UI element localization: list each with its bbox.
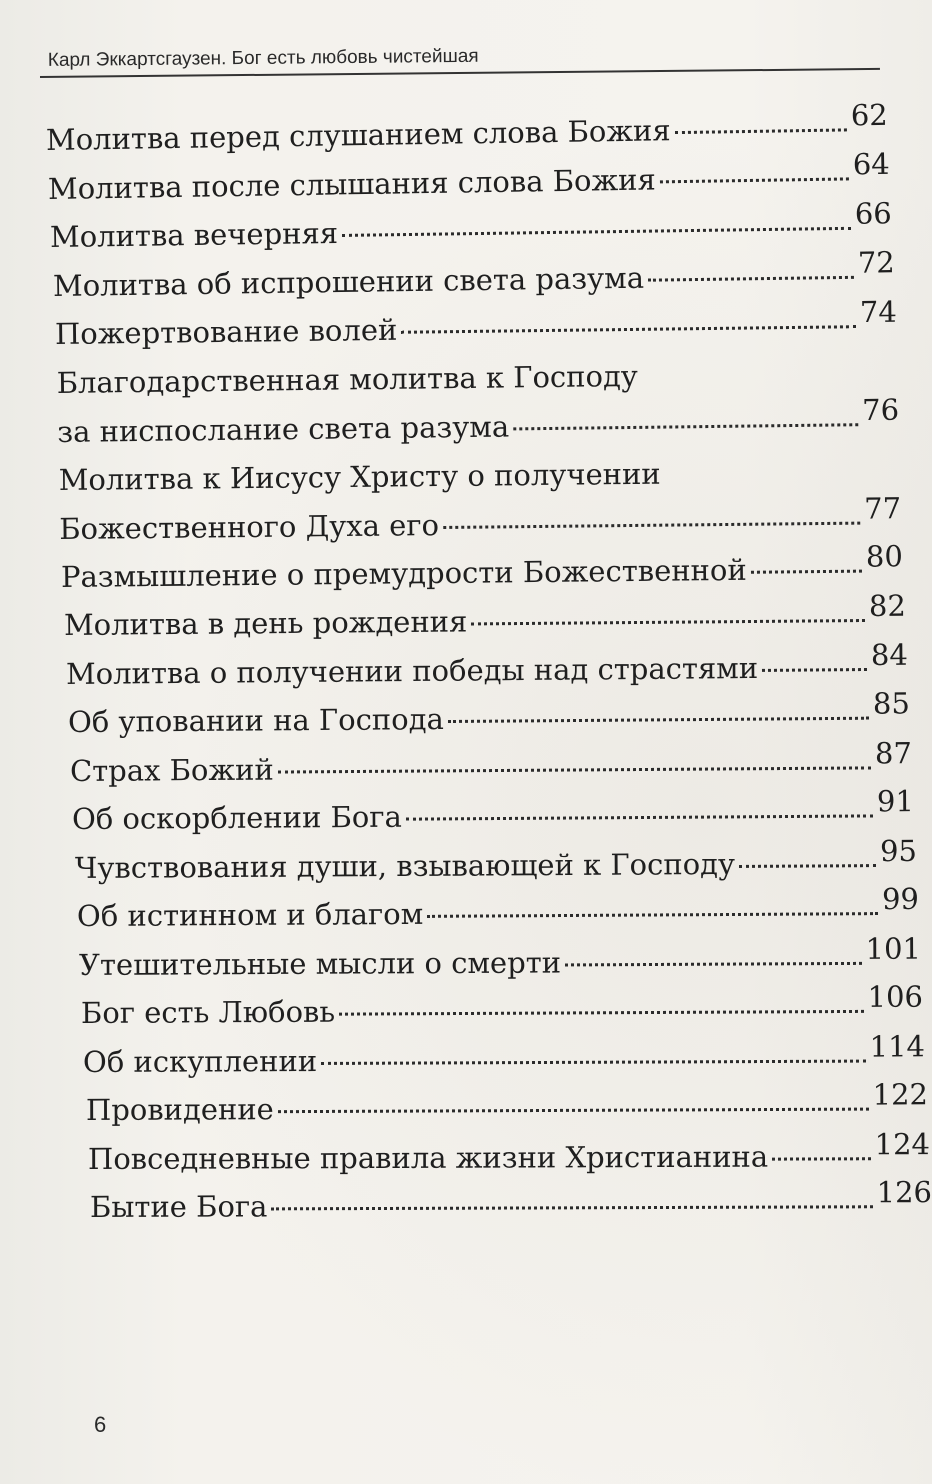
toc-entry <box>89 1175 932 1231</box>
toc-page-number: 77 <box>864 490 902 525</box>
toc-page-number: 80 <box>866 538 904 574</box>
toc-page-number: 72 <box>857 244 895 280</box>
toc-line <box>61 538 904 601</box>
dot-leader <box>448 716 869 723</box>
dot-leader <box>322 1058 867 1064</box>
dot-leader <box>278 765 871 773</box>
running-header-title: Карл Эккартсгаузен. Бог есть любовь чистейшая <box>47 45 479 71</box>
toc-entry-title: Утешительные мысли о смерти <box>78 944 562 982</box>
toc-entry-title: Пожертвование волей <box>54 312 398 351</box>
toc-line <box>89 1175 932 1231</box>
toc-entry-title: Молитва об испрошении света разума <box>52 260 644 303</box>
toc-entry-title: Молитва перед слушанием слова Божия <box>45 113 671 157</box>
dot-leader <box>739 863 876 868</box>
toc-line <box>85 1077 928 1134</box>
toc-entry <box>70 735 913 795</box>
toc-page-number: 101 <box>865 931 922 966</box>
toc-page-number: 106 <box>867 979 924 1014</box>
toc-entry <box>59 447 902 553</box>
toc-entry <box>65 637 908 698</box>
toc-page-number: 122 <box>872 1077 928 1112</box>
toc-entry-title: Молитва в день рождения <box>63 604 468 642</box>
toc-entry <box>76 881 919 941</box>
dot-leader <box>342 226 851 237</box>
toc-entry-title: Молитва к Иисусу Христу о получении <box>58 456 662 497</box>
toc-entry-title: Молитва вечерняя <box>50 215 339 254</box>
toc-entry-title: Молитва после слышания слова Божия <box>47 161 657 206</box>
toc-page-number: 84 <box>870 637 908 672</box>
toc-line <box>59 490 902 552</box>
toc-entry-title: за ниспослание света разума <box>57 408 510 448</box>
toc-page-number: 124 <box>874 1126 930 1161</box>
toc-line <box>87 1126 930 1183</box>
toc-page-number: 76 <box>861 391 900 427</box>
dot-leader <box>427 911 878 918</box>
dot-leader <box>772 1156 871 1160</box>
running-header <box>40 36 880 78</box>
toc-entry <box>72 784 915 843</box>
toc-entry <box>85 1077 928 1134</box>
toc-entry <box>74 833 917 892</box>
toc-line <box>59 447 901 504</box>
toc-line <box>67 686 911 746</box>
toc-page-number: 114 <box>869 1028 926 1064</box>
toc-entry <box>78 931 922 989</box>
toc-line <box>74 833 917 892</box>
toc-page-number: 87 <box>875 735 913 770</box>
dot-leader <box>406 813 873 820</box>
toc-line <box>63 588 906 650</box>
toc-page-number: 91 <box>877 784 915 819</box>
toc-page-number: 95 <box>879 833 917 868</box>
dot-leader <box>443 520 860 528</box>
toc-page-number: 64 <box>852 146 891 181</box>
toc-entry <box>56 348 899 455</box>
dot-leader <box>751 568 862 573</box>
toc-entry <box>63 588 906 650</box>
dot-leader <box>401 324 856 334</box>
toc-entry-title: Благодарственная молитва к Господу <box>56 358 639 400</box>
toc-entry <box>81 979 924 1038</box>
toc-entry <box>83 1028 926 1086</box>
dot-leader <box>565 960 862 966</box>
toc-line <box>81 979 924 1038</box>
dot-leader <box>271 1204 872 1210</box>
dot-leader <box>675 127 847 134</box>
toc-entry-title: Провидение <box>85 1092 274 1127</box>
table-of-contents <box>45 97 932 1232</box>
toc-entry-title: Об искуплении <box>83 1043 318 1079</box>
toc-page-number: 82 <box>868 588 906 623</box>
page-number: 6 <box>94 1412 107 1437</box>
dot-leader <box>762 667 867 672</box>
toc-entry-title: Страх Божий <box>70 752 275 788</box>
toc-entry-title: Об истинном и благом <box>76 896 424 933</box>
dot-leader <box>513 421 858 429</box>
toc-page-number: 126 <box>876 1175 932 1210</box>
toc-entry-title: Повседневные правила жизни Христианина <box>87 1139 768 1176</box>
toc-line <box>83 1028 926 1086</box>
toc-entry <box>87 1126 930 1183</box>
toc-entry-title: Чувствования души, взывающей к Господу <box>74 846 735 885</box>
toc-entry-title: Бытие Бога <box>89 1189 268 1224</box>
toc-line <box>65 637 908 698</box>
dot-leader <box>339 1009 864 1016</box>
toc-page-number: 66 <box>854 196 893 231</box>
toc-page-number: 85 <box>872 686 911 721</box>
toc-entry <box>67 686 911 746</box>
toc-entry <box>61 538 904 601</box>
toc-page-number: 62 <box>850 97 888 133</box>
toc-entry-title: Божественного Духа его <box>59 507 440 545</box>
toc-line <box>70 735 913 795</box>
toc-entry-title: Об уповании на Господа <box>67 702 444 739</box>
toc-line <box>72 784 915 843</box>
dot-leader <box>648 274 854 281</box>
toc-entry-title: Об оскорблении Бога <box>72 799 403 836</box>
dot-leader <box>660 176 849 183</box>
toc-page-number: 74 <box>859 294 897 330</box>
dot-leader <box>471 618 865 625</box>
toc-entry-title: Бог есть Любовь <box>81 994 336 1030</box>
toc-page-number: 99 <box>881 881 919 917</box>
toc-entry-title: Молитва о получении победы над страстями <box>65 650 759 691</box>
toc-line <box>57 391 900 456</box>
dot-leader <box>277 1107 868 1114</box>
toc-entry-title: Размышление о премудрости Божественной <box>61 552 748 594</box>
toc-line <box>76 881 919 941</box>
toc-line <box>78 931 922 989</box>
